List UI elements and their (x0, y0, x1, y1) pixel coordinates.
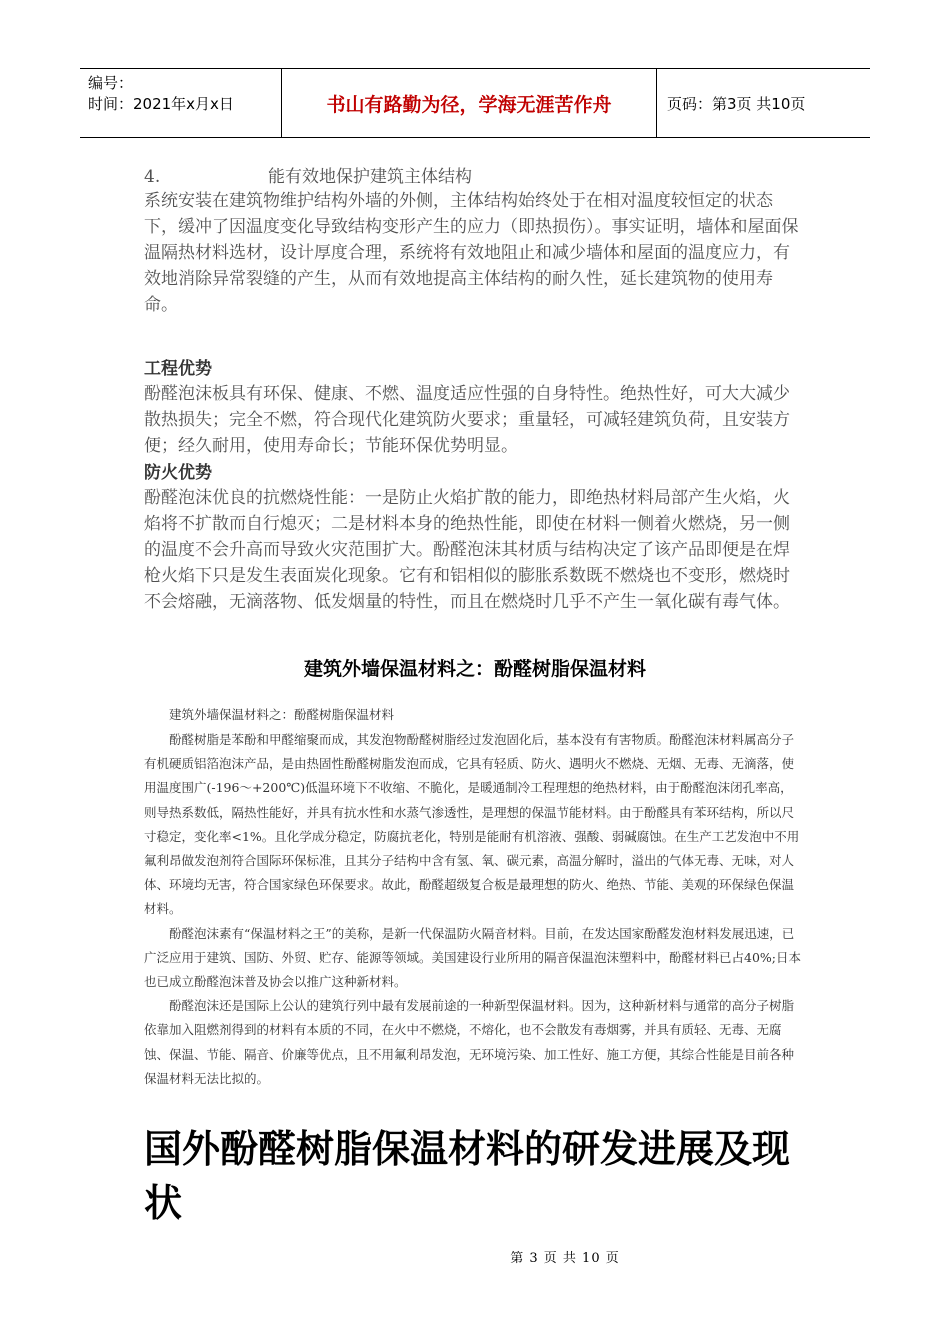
engineering-advantage-heading: 工程优势 (144, 359, 212, 379)
fire-advantage-heading: 防火优势 (144, 463, 212, 483)
header-page-number: 页码：第3页 共10页 (667, 94, 806, 113)
section-title: 能有效地保护建筑主体结构 (268, 167, 472, 187)
document-date: 时间：2021年x月x日 (88, 95, 234, 113)
article-paragraph-2: 酚醛泡沫素有“保温材料之王”的美称，是新一代保温防火隔音材料。目前，在发达国家酚醛发泡材料发展迅速，已广泛应用于建筑、国防、外贸、贮存、能源等领域。美国建设行业所用的隔音保温泡沫塑料中，酚醛材料已占40%;日本也已成立酚醛泡沫普及协会以推广这种新材料。 (144, 925, 801, 990)
section-4-heading (144, 162, 472, 187)
section-4-body (144, 188, 804, 318)
header-motto: 书山有路勤为径，学海无涯苦作舟 (282, 69, 657, 137)
article-paragraph-1: 酚醛树脂是苯酚和甲醛缩聚而成，其发泡物酚醛树脂经过发泡固化后，基本没有有害物质。酚醛泡沫材料属高分子有机硬质铝箔泡沫产品，是由热固性酚醛树脂发泡而成，它具有轻质、防火、遇明火不燃烧、无烟、无毒、无滴落，使用温度围广(-196～+200℃)低温环境下不收缩、不脆化，是暖通制冷工程理想的绝热材料，由于酚醛泡沫闭孔率高，则导热系数低，隔热性能好，并具有抗水性和水蒸气渗透性，是理想的保温节能材料。由于酚醛具有苯环结构，所以尺寸稳定，变化率<1%。且化学成分稳定，防腐抗老化，特别是能耐有机溶液、强酸、弱碱腐蚀。在生产工艺发泡中不用氟利昂做发泡剂符合国际环保标准，且其分子结构中含有氢、氧、碳元素，高温分解时，溢出的气体无毒、无味，对人体、环境均无害，符合国家绿色环保要求。故此，酚醛超级复合板是最理想的防火、绝热、节能、美观的环保绿色保温材料。 (144, 732, 800, 917)
article-body (144, 702, 804, 1091)
article-paragraph-3: 酚醛泡沫还是国际上公认的建筑行列中最有发展前途的一种新型保温材料。因为，这种新材料与通常的高分子树脂依靠加入阻燃剂得到的材料有本质的不同，在火中不燃烧，不熔化，也不会散发有毒烟雾，并具有质轻、无毒、无腐蚀、保温、节能、隔音、价廉等优点，且不用氟利昂发泡，无环境污染、加工性好、施工方便，其综合性能是目前各种保温材料无法比拟的。 (144, 998, 795, 1086)
document-number-label: 编号： (88, 74, 134, 92)
article-title: 建筑外墙保温材料之：酚醛树脂保温材料 (303, 658, 646, 680)
section-heading-large: 国外酚醛树脂保温材料的研发进展及现状 (144, 1127, 791, 1225)
article-subtitle: 建筑外墙保温材料之：酚醛树脂保温材料 (169, 707, 395, 722)
fire-advantage-paragraph: 酚醛泡沫优良的抗燃烧性能：一是防止火焰扩散的能力，即绝热材料局部产生火焰，火焰将不扩散而自行熄灭；二是材料本身的绝热性能，即使在材料一侧着火燃烧，另一侧的温度不会升高而导致火灾范围扩大。酚醛泡沫其材质与结构决定了该产品即便是在焊枪火焰下只是发生表面炭化现象。它有和铝相似的膨胀系数既不燃烧也不变形，燃烧时不会熔融，无滴落物、低发烟量的特性，而且在燃烧时几乎不产生一氧化碳有毒气体。 (144, 488, 790, 612)
header-meta (80, 69, 282, 137)
section-4-paragraph: 系统安装在建筑物维护结构外墙的外侧，主体结构始终处于在相对温度较恒定的状态下，缓冲了因温度变化导致结构变形产生的应力（即热损伤）。事实证明，墙体和屋面保温隔热材料选材，设计厚度合理，系统将有效地阻止和减少墙体和屋面的温度应力，有效地消除异常裂缝的产生，从而有效地提高主体结构的耐久性，延长建筑物的使用寿命。 (144, 191, 799, 315)
section-number: 4. (144, 167, 161, 187)
footer-page-number: 第 3 页 共 10 页 (510, 1251, 620, 1266)
engineering-advantage-paragraph: 酚醛泡沫板具有环保、健康、不燃、温度适应性强的自身特性。绝热性好，可大大减少散热损失；完全不燃，符合现代化建筑防火要求；重量轻，可减轻建筑负荷，且安装方便；经久耐用，使用寿命长；节能环保优势明显。 (144, 384, 790, 456)
page-header (80, 68, 870, 138)
page-footer (0, 1247, 950, 1266)
engineering-advantage-section (144, 357, 804, 615)
